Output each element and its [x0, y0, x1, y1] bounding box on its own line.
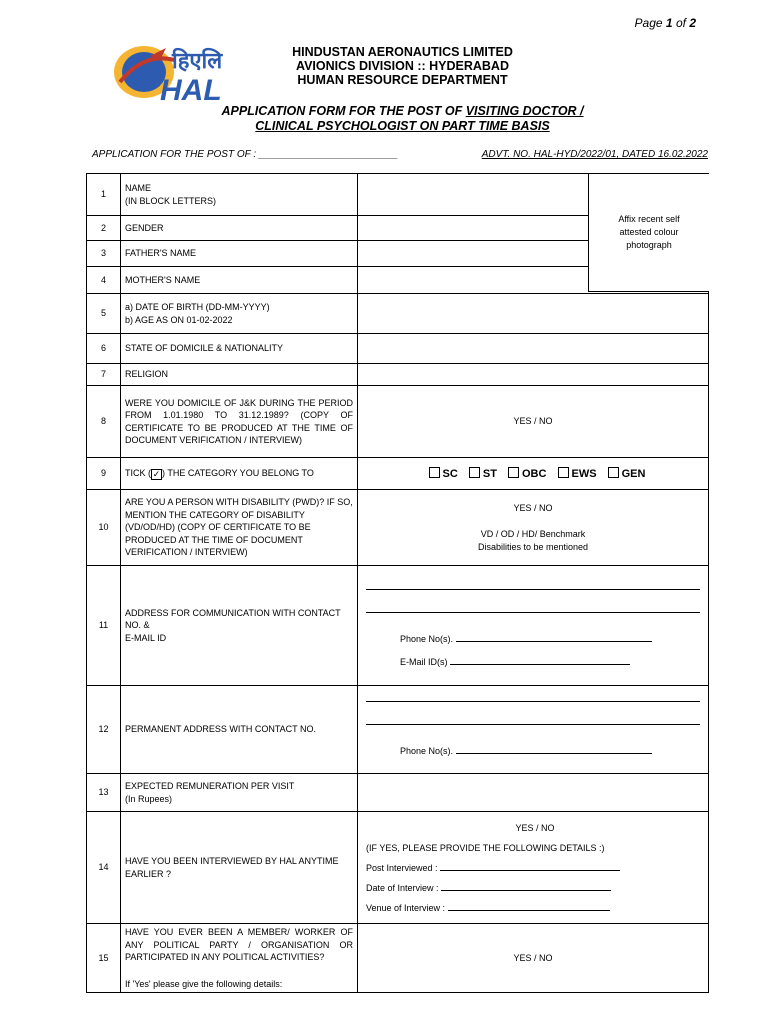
- row-label: ADDRESS FOR COMMUNICATION WITH CONTACT NO. & E-MAIL ID: [121, 566, 358, 686]
- table-row: [87, 774, 709, 812]
- religion-field[interactable]: [358, 364, 709, 386]
- row-number: 1: [87, 174, 121, 216]
- domicile-field[interactable]: [358, 334, 709, 364]
- st-checkbox[interactable]: [469, 467, 480, 478]
- row-number: 8: [87, 386, 121, 458]
- application-table: [86, 173, 709, 993]
- table-row: [87, 686, 709, 774]
- table-row: [87, 364, 709, 386]
- table-row: [87, 566, 709, 686]
- row-number: 3: [87, 241, 121, 267]
- form-title: APPLICATION FORM FOR THE POST OF VISITING DOCTOR / CLINICAL PSYCHOLOGIST ON PART TIME BASIS: [221, 104, 584, 133]
- gen-checkbox[interactable]: [608, 467, 619, 478]
- table-row: [87, 334, 709, 364]
- org-department: HUMAN RESOURCE DEPARTMENT: [297, 73, 508, 87]
- row-label: FATHER'S NAME: [121, 241, 358, 267]
- row-number: 6: [87, 334, 121, 364]
- ews-checkbox[interactable]: [558, 467, 569, 478]
- row-number: 13: [87, 774, 121, 812]
- advertisement-number: ADVT. NO. HAL-HYD/2022/01, DATED 16.02.2022: [481, 149, 708, 160]
- political-activity-yes-no[interactable]: YES / NO: [358, 924, 709, 993]
- row-number: 7: [87, 364, 121, 386]
- photo-box: [588, 174, 709, 292]
- row-label: ARE YOU A PERSON WITH DISABILITY (PWD)? IF SO, MENTION THE CATEGORY OF DISABILITY (VD/OD/HD) (COPY OF CERTIFICATE TO BE PRODUCED AT THE TIME OF DOCUMENT VERIFICATION / INTERVIEW): [121, 490, 358, 566]
- row-label: GENDER: [121, 216, 358, 241]
- org-division: AVIONICS DIVISION :: HYDERABAD: [296, 59, 509, 73]
- row-number: 11: [87, 566, 121, 686]
- row-number: 10: [87, 490, 121, 566]
- logo-text: HAL: [160, 74, 222, 104]
- row-label: a) DATE OF BIRTH (DD-MM-YYYY) b) AGE AS ON 01-02-2022: [121, 294, 358, 334]
- row-label: TICK ( ✓ ) THE CATEGORY YOU BELONG TO: [121, 458, 358, 490]
- row-number: 14: [87, 812, 121, 924]
- interviewed-earlier-field[interactable]: YES / NO (IF YES, PLEASE PROVIDE THE FOLLOWING DETAILS :) Post Interviewed : Date of Interview : Venue of Interview :: [358, 812, 709, 924]
- row-label: NAME (IN BLOCK LETTERS): [121, 174, 358, 216]
- application-post-field[interactable]: APPLICATION FOR THE POST OF : _________________________: [92, 149, 398, 160]
- logo-hindi-text: हिएलि: [172, 49, 223, 74]
- jk-domicile-yes-no[interactable]: YES / NO: [358, 386, 709, 458]
- table-row: [87, 458, 709, 490]
- organization-header: [230, 45, 575, 87]
- photo-note: Affix recent self attested colour photograph: [618, 214, 680, 250]
- checkmark-icon: ✓: [152, 469, 161, 479]
- row-number: 5: [87, 294, 121, 334]
- row-number: 12: [87, 686, 121, 774]
- sc-checkbox[interactable]: [429, 467, 440, 478]
- pwd-field[interactable]: YES / NO VD / OD / HD/ Benchmark Disabilities to be mentioned: [358, 490, 709, 566]
- remuneration-field[interactable]: [358, 774, 709, 812]
- org-name: HINDUSTAN AERONAUTICS LIMITED: [292, 45, 513, 59]
- row-number: 15: [87, 924, 121, 993]
- row-label: HAVE YOU EVER BEEN A MEMBER/ WORKER OF ANY POLITICAL PARTY / ORGANISATION OR PARTICIPATED IN ANY POLITICAL ACTIVITIES? If 'Yes' please give the following details:: [121, 924, 358, 993]
- row-label: MOTHER'S NAME: [121, 267, 358, 294]
- row-label: EXPECTED REMUNERATION PER VISIT (In Rupees): [121, 774, 358, 812]
- category-options: SC ST OBC EWS GEN: [358, 458, 709, 490]
- table-row: [87, 490, 709, 566]
- obc-checkbox[interactable]: [508, 467, 519, 478]
- table-row: [87, 294, 709, 334]
- communication-address-field[interactable]: Phone No(s). E-Mail ID(s): [358, 566, 709, 686]
- row-number: 4: [87, 267, 121, 294]
- row-label: HAVE YOU BEEN INTERVIEWED BY HAL ANYTIME EARLIER ?: [121, 812, 358, 924]
- row-label: STATE OF DOMICILE & NATIONALITY: [121, 334, 358, 364]
- table-row: [87, 386, 709, 458]
- row-label: RELIGION: [121, 364, 358, 386]
- row-number: 2: [87, 216, 121, 241]
- page-number: Page 1 of 2: [634, 16, 696, 30]
- table-row: [87, 924, 709, 993]
- dob-age-field[interactable]: [358, 294, 709, 334]
- row-label: WERE YOU DOMICILE OF J&K DURING THE PERIOD FROM 1.01.1980 TO 31.12.1989? (COPY OF CERTIFICATE TO BE PRODUCED AT THE TIME OF DOCUMENT VERIFICATION / INTERVIEW): [121, 386, 358, 458]
- row-label: PERMANENT ADDRESS WITH CONTACT NO.: [121, 686, 358, 774]
- table-row: [87, 812, 709, 924]
- row-number: 9: [87, 458, 121, 490]
- permanent-address-field[interactable]: Phone No(s).: [358, 686, 709, 774]
